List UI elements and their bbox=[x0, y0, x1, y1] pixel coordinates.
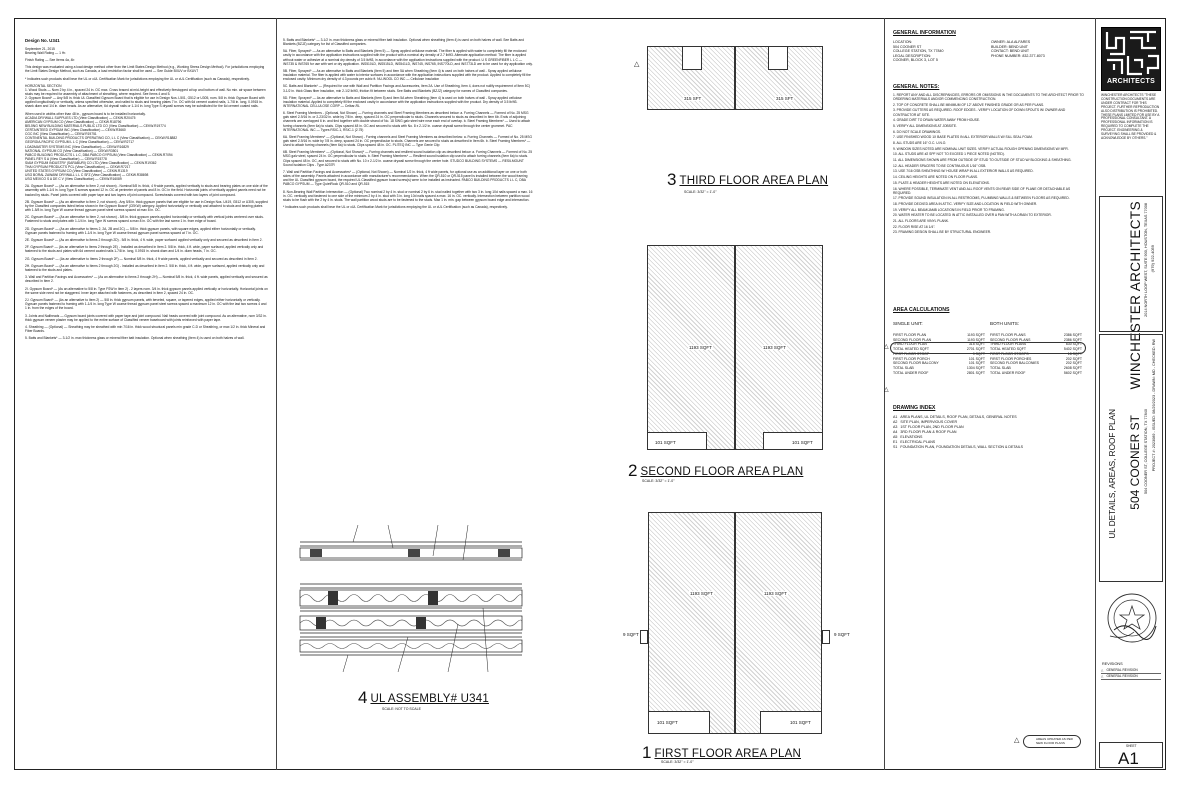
revision-triangle-icon: △ bbox=[884, 387, 889, 393]
design-paragraph: 5A. Fiber, Sprayed* — As an alternative to Batts and Blankets (Item 5) — Spray applied cellulose material. The fiber is applied with water to completely fill the enclosed cavity in accordance with the application instructions supplied with the product with a nominal dry density of 2.7 lb/ft3. Alternate application method: The fiber is applied without water or adhesive at a nominal dry density of 3.5 lb/ft3, in accordance with the application instructions supplied with the product. U S GREENFIBER L L C — INS735 & INS765 for use with wet or dry application. INS510LD, INS515LD, INS541LD, INS745, INS765, INS770LD, and INS773LD are to be used for dry application only. bbox=[283, 49, 533, 66]
company-item: UNITED STATES GYPSUM CO (View Classification) — CEKW.R1319 bbox=[25, 169, 128, 174]
company-item: USG BORAL ZAWAWI DRYWALL L L C SFZ (View Classification) — CEKW.R38698 bbox=[25, 173, 149, 178]
area-value: 2386 SQFT bbox=[1063, 333, 1082, 337]
area-value: 202 SQFT bbox=[1065, 356, 1082, 361]
area-row bbox=[893, 371, 985, 376]
firm-address: 2014 NORTH LOOP WEST, SUITE 900, HOUSTON, TEXAS 77008 bbox=[1144, 203, 1148, 317]
both-units-table bbox=[990, 333, 1082, 375]
company-item: CERTAINTEED GYPSUM INC (View Classification) — CEKW.R3660 bbox=[25, 128, 126, 133]
third-floor-stair-void bbox=[682, 46, 702, 70]
area-label: THIRD FLOOR PLANS bbox=[990, 342, 1027, 347]
design-item-3: 3. Wall and Partition Facings and Accessories* — (As an alternative to Items 2 through 2H) — Nominal 5/8 in. thick, 4 ft. wide panels, applied vertically and secured as described in Item 2. bbox=[25, 275, 268, 284]
note-item: 12. ALL HEADER SPACERS TO BE CONTINUOUS 1/16" OSB. bbox=[893, 163, 987, 168]
design-paragraph: 5C. Batts and Blankets* — (Required for use with Wall and Partition Facings and Accessories, Item 2A. Use of Sheathing, Item 4, does not nullify requirement of Item 5C) 3-1/2 in. thick Glass fiber insulation, min 2-1/2 lb/ft3, friction fit between studs. See Batts and Blankets (BZJZ) category for names of Classified companies. bbox=[283, 84, 531, 93]
both-units-head: BOTH UNITS: bbox=[990, 321, 1020, 326]
sheet-label: SHEET bbox=[1126, 744, 1137, 748]
area-value: 2386 SQFT bbox=[1063, 337, 1082, 342]
drawing-index-title: DRAWING INDEX bbox=[893, 405, 936, 411]
area-calc-title: AREA CALCULATIONS bbox=[893, 307, 950, 313]
area-label: TOTAL HEATED SQFT bbox=[990, 347, 1027, 352]
design-item-2f: 2F. Gypsum Board* — (As an alternative to Items 2 through 2E) - Installed as described in Item 2. 5/8 in. thick, 4 ft. wide, paper surfaced, applied vertically only and fastened to the studs and plates with 6d cement coated nails 1-7/8 in. long, 0.0915 in. shank diam and 1/4 in. diam heads, 7 in. OC. bbox=[25, 245, 264, 254]
area-value: 2701 SQFT bbox=[966, 347, 985, 352]
revision-triangle-icon: △ bbox=[1014, 737, 1020, 744]
company-item: CGC INC (View Classification) — CEKW.R19751 bbox=[25, 132, 97, 137]
sheet-number-box bbox=[1099, 742, 1163, 768]
drawing-index-list bbox=[893, 415, 1089, 450]
first-floor-porch-right-area: 101 SQFT bbox=[790, 720, 811, 725]
index-item: A5 ELEVATIONS bbox=[893, 435, 923, 439]
design-item-2e: 2E. Gypsum Board* — (As an alternative to Items 2 through 2D) - 5/8 in. thick, 4 ft. wide, paper surfaced applied vertically only and secured as described in Item 2. bbox=[25, 238, 263, 243]
area-label: SECOND FLOOR BALCONIES bbox=[990, 361, 1040, 366]
design-item-5: 5. Batts and Blankets* — 3-1/2 in. max thickness glass or mineral fiber batt insulation. Optional when sheathing (Item 4) is used on both halves of wall. bbox=[25, 336, 245, 341]
design-paragraph: * Indicates such products shall bear the UL or cUL Certification Mark for jurisdictions employing the UL or cUL Certification (such as Canada), respectively. bbox=[283, 204, 508, 209]
info-right: PHONE NUMBER: 832-377-8073 bbox=[991, 53, 1045, 58]
design-item-2i: 2I. Gypsum Board* — (As an alternative to 5/8 in. Type FSW in Item 2) - 2 layers nom. 3/4 in. thick gypsum panels applied vertically or horizontally. Horizontal joints on the same side need not be staggered. Inner layer attached with fasteners, as described in Item 2, spaced 24 in. OC. bbox=[25, 286, 268, 295]
design-paragraph: 7. Wall and Partition Facings and Accessories* — (Optional, Not Shown) — Nominal 1/2 in. thick, 4 ft wide panels, for optional use as an additional layer on one or both sides of the assembly. Panels attached in accordance with manufacturer's recommendations. When the QR-510 or QR-515 panel is installed between the wood framing and the UL Classified gypsum board, the required UL Classified gypsum board screw(s) were to be installed as instructed. PABCO BUILDING PRODUCTS L L C, DBA PABCO GYPSUM — Type QuietRock QR-510 and QR-515 bbox=[283, 169, 528, 187]
area-label: FIRST FLOOR STOOP bbox=[893, 351, 930, 356]
company-item: SIAM GYPSUM INDUSTRY (SARABURI) CO LTD (View Classification) — CEKW.R19362 bbox=[25, 160, 157, 165]
design-intro: This design was evaluated using a load design method other than the Limit States Design Method (e.g., Working Stress Design Method). For jurisdictions employing the Limit States Design Method, such as Canada, a load restriction factor shall be used — See Guide BXUV or BXUV7 bbox=[25, 65, 265, 74]
second-floor-balcony-right-area: 101 SQFT bbox=[792, 440, 813, 445]
design-item-2h: 2H. Gypsum Board* — (As an alternative to Items 2 through 2G) - Installed as described in Item 2. 5/8 in. thick, 4 ft. wide, paper surfaced, applied vertically only and fastened to the studs and plates. bbox=[25, 263, 265, 273]
area-label: SECOND FLOOR PLAN bbox=[893, 337, 932, 342]
architect-seal bbox=[1104, 590, 1160, 646]
area-value: 1193 SQFT bbox=[967, 337, 985, 342]
area-value: 101 SQFT bbox=[968, 361, 985, 366]
area-label: FIRST FLOOR PORCH bbox=[893, 356, 930, 361]
note-item: 7. USE FINISHED WOOD 1X BASE PLATES IN ALL EXTERIOR WALLS W/ SILL SEAL FOAM. bbox=[893, 135, 1033, 140]
revision-triangle-icon: △ bbox=[634, 61, 640, 68]
first-floor-scale: SCALE: 3/32" = 1'-0" bbox=[661, 760, 694, 764]
plan-name: FIRST FLOOR AREA PLAN bbox=[654, 748, 801, 760]
plan-name: SECOND FLOOR AREA PLAN bbox=[640, 466, 804, 478]
revision-triangle-icon: △ bbox=[1101, 674, 1104, 678]
second-floor-scale: SCALE: 3/32" = 1'-0" bbox=[642, 479, 675, 483]
design-item-2b: 2B. Gypsum Board* — (As an alternative to Item 2, not shown) - Any 5/8 in. thick gypsum panels that are eligible for use in Design Nos. U419, G512 or U305, supplied by the Classified companies listed below shown in the Gypsum Board* (CEKW) category. Applied horizontally or vertically and attached to studs and bearing plates with 1-5/8 in. long Type W coarse thread gypsum panel steel screws spaced at max 8 in. OC. bbox=[25, 199, 268, 212]
note-item: 11. ALL DIMENSIONS SHOWN ARE FROM OUTSIDE OF STUD TO OUTSIDE OF STUD W/ BLOCKING & SHEATHING. bbox=[893, 158, 1072, 163]
design-item-2g: 2G. Gypsum Board* — (As an alternative to Items 2 through 2F) — Nominal 5/8 in. thick, 4 ft wide panels, applied vertically and secured as described in Item 2. bbox=[25, 256, 258, 261]
area-label: TOTAL HEATED SQFT bbox=[893, 347, 930, 352]
company-item: USG MEXICO S A DE C V (View Classification) — CEKW.R16089 bbox=[25, 177, 122, 182]
info-left: COLLEGE STATION, TX 77840 bbox=[893, 49, 944, 54]
note-item: 13. USE 7/16 OSB SHEATHING W/ HOUSE WRAP IN ALL EXTERIOR WALLS AS REQUIRED. bbox=[893, 169, 1034, 174]
area-value: 630 SQFT bbox=[1065, 342, 1082, 347]
area-value: 1193 SQFT bbox=[967, 333, 985, 337]
note-item: 5. VERIFY ALL DIMENSIONS AT JOBSITE. bbox=[893, 123, 958, 128]
note-item: 15. PLATE & HEADER HEIGHTS ARE NOTED ON ELEVATIONS. bbox=[893, 180, 990, 185]
area-label: THIRD FLOOR PLAN bbox=[893, 342, 927, 347]
design-paragraph: 8. Non-Bearing Wall Partition Intersection — (Optional) Two nominal 2 by 4 in. stud or nominal 2 by 6 in. stud nailed together with two 3 in. long 10d nails spaced a max. 16 in. OC. vertically and fastened to one side of the minimum 2 by 4 in. stud with 3 in. long 10d nails spaced a max. 16 in. OC. vertically. Intersection between partition wood studs to be flush with the 2 by 4 in. studs. The wall partition wood studs are to be fastened to the studs. Max 1 in. min. gap between gypsum board edge and intersection. bbox=[283, 189, 533, 202]
wall-section-upper bbox=[300, 542, 522, 560]
sheet-description: UL DETAILS, AREAS, ROOF PLAN bbox=[1108, 409, 1117, 539]
index-item: A3 1ST FLOOR PLAN, 2ND FLOOR PLAN bbox=[893, 425, 964, 429]
area-label: FIRST FLOOR PLANS bbox=[990, 333, 1026, 337]
design-note: * Indicates such products shall bear the UL or cUL Certification Mark for jurisdictions employing the UL or cUL Certification (such as Canada), respectively. bbox=[25, 76, 250, 81]
design-date: September 21, 2015 bbox=[25, 46, 55, 51]
second-floor-right-area: 1193 SQFT bbox=[763, 345, 786, 350]
note-item: 21. ALL FLOORS ARE VINYL PLANK. bbox=[893, 219, 950, 224]
firm-notice: WINCHESTER ARCHITECTS "THESE CONSTRUCTION DOCUMENTS ARE UNDER CONTRACT FOR THIS PROJECT. FURTHER REPRODUCTION ALSO DISTRIBUTION IS PROHIBITED. THESE PLANS LIMITED FOR USE BY A PROFESSIONAL CONSULTANT. A PROFESSIONAL INFORMATION IS REQUIRED TO COMPLETE THE PROJECT. ENGINEERING & SURVEYING SHALL BE PROVIDED & ACKNOWLEDGE BY OTHERS." bbox=[1101, 93, 1160, 140]
info-left: COONER, BLOCK 3, LOT 5 bbox=[893, 58, 938, 63]
note-item: 23. FRAMING DESIGN SHALL BE BY STRUCTURAL ENGINEER. bbox=[893, 230, 992, 235]
note-item: 16. WHERE POSSIBLE, TERMINATE VENT AND ALL ROOF VENTS ON REAR SIDE OF PLANE OR DETACHABLE AS REQUIRED. bbox=[893, 186, 1071, 195]
area-value: 2801 SQFT bbox=[966, 370, 985, 375]
area-label: TOTAL UNDER ROOF bbox=[990, 370, 1026, 375]
index-item: A4 3RD FLOOR PLAN & ROOF PLAN bbox=[893, 430, 957, 434]
area-label: SECOND FLOOR PLANS bbox=[990, 337, 1031, 342]
column-divider bbox=[884, 18, 885, 770]
design-title: Design No. U341 bbox=[25, 38, 60, 43]
company-item: PANEL REY S A (View Classification) — CEKW.R15778 bbox=[25, 156, 107, 161]
design-item-2a: 2A. Gypsum Board* — (As an alternative to Item 2, not shown) - Nominal 5/8 in. thick, 4 ft wide panels, applied vertically to studs and bearing plates on one side of the assembly with 1-1/4 in. long Type S screws spaced 12 in. OC at perimeter of panels and 8 in. OC in the field. Horizontal joints of vertically applied panels need not be backed by studs. Panel joints covered with paper tape and two layers of joint compound. Screwheads covered with two layers of joint compound. bbox=[25, 184, 268, 197]
company-item: AMERICAN GYPSUM CO (View Classification) — CEKW.R18796 bbox=[25, 119, 122, 124]
design-paragraph: 6B. Steel Framing Members* — (Optional, Not Shown)* — Furring channels and resilient sound isolation clip as described below: a. Furring Channels — Formed of No. 25 MSG galv steel, spaced 24 in. OC perpendicular to studs. b. Steel Framing Members* — Resilient sound isolation clip used to attach furring channels (Item 6a) to studs. Clips spaced 48 in. OC, and secured to studs with No. 10 x 2-1/2 in. coarse drywall screw through the center hole. STUDCO BUILDING SYSTEMS — RESILMOUNT Sound Isolation Clips - Type A237R bbox=[283, 150, 533, 167]
design-item-2c: 2C. Gypsum Board* — (As an alternative to Item 2, not shown) - 5/8 in. thick gypsum panels applied horizontally or vertically with vertical joints centered over studs. Fastened to studs and plates with 1-1/4 in. long Type W screws spaced a max 8 in. OC with the last screw 1 in. from edge of board. bbox=[25, 215, 264, 224]
company-item: NATIONAL GYPSUM CO (View Classification) — CEKW.R3501 bbox=[25, 148, 119, 153]
third-floor-right-area: 315 SFT bbox=[776, 96, 794, 101]
third-floor-scale: SCALE: 3/32" = 1'-0" bbox=[684, 190, 717, 194]
info-right: BUILDER: BEND UNIT bbox=[991, 44, 1028, 49]
index-item: E1 ELECTRICAL PLANS bbox=[893, 440, 936, 444]
note-item: 22. FLOOR RISE AT 16 1/4". bbox=[893, 224, 936, 229]
info-left: LEGAL DESCRIPTION: bbox=[893, 53, 932, 58]
company-item: BEIJING NEW BUILDING MATERIALS PUBLIC LTD CO (View Classification) — CEKW.R19774 bbox=[25, 124, 166, 129]
first-floor-porch-left-area: 101 SQFT bbox=[657, 720, 678, 725]
general-info-table bbox=[893, 40, 1089, 63]
design-paragraph: 5. Batts and Blankets* — 3-1/2 in. max thickness glass or mineral fiber batt insulation. Optional when sheathing (Item 4) is used on both halves of wall. See Batts and Blankets (BZJZ) category for list of Classified companies. bbox=[283, 38, 524, 47]
area-value: 5402 SQFT bbox=[1063, 347, 1082, 352]
area-value: 5602 SQFT bbox=[1063, 370, 1082, 375]
design-rating: Bearing Wall Rating — 1 Hr. bbox=[25, 50, 67, 55]
firm-name: WINCHESTER ARCHITECTS bbox=[1128, 201, 1143, 390]
area-label: TOTAL UNDER ROOF bbox=[893, 370, 929, 375]
plan-number: 3 bbox=[667, 170, 677, 189]
second-floor-left-area: 1193 SQFT bbox=[689, 345, 712, 350]
design-paragraph: 6A. Steel Framing Members* — (Optional, Not Shown) - Furring channels and Steel Framing Members as described below: a. Furring Channels — Formed of No. 25 MSG galv steel 2-9/16 in. wide by 7/8 in. deep, spaced 24 in. OC perpendicular to studs. Channels are secured to studs as described in Item 6b. b. Steel Framing Members* — Used to attach furring channels (Item 6a) to studs. Clips spaced 48 in. OC. PLITEQ INC — Type Genie Clip bbox=[283, 134, 533, 148]
callout-text: AREAS UPDATED AS PER NEW FLOOR PLANS bbox=[1036, 737, 1073, 745]
area-label: FIRST FLOOR STOOPS bbox=[990, 351, 1029, 356]
companies-header: When used in widths other than 48 in., gypsum board is to be installed horizontally. bbox=[25, 111, 146, 116]
sheet-number: A1 bbox=[1118, 749, 1139, 768]
horizontal-section-label: HORIZONTAL SECTION bbox=[25, 84, 62, 88]
title-block-divider bbox=[1095, 18, 1096, 770]
note-item: 19. VERIFY ALL BEAM/JAMB LOCATIONS IN FIELD PRIOR TO FRAMING. bbox=[893, 207, 1005, 212]
design-item-2d: 2D. Gypsum Board* — (As an alternative to Items 2, 2A, 2B and 2C) — 5/8 in. thick gypsum panels, with square edges, applied either horizontally or vertically. Gypsum panels fastened to framing with 1-1/4 in. long Type W coarse thread gypsum panel screws spaced at 7 in. OC. bbox=[25, 226, 256, 235]
info-right: OWNER: ALA ALFARES bbox=[991, 40, 1031, 44]
wall-section-lower bbox=[300, 584, 522, 655]
first-floor-right-area: 1193 SQFT bbox=[764, 591, 787, 596]
design-item-4: 4. Sheathing — (Optional) — Sheathing may be sheathed with min 7/16 in. thick wood structural panels min grade C-D or Sheathing, or max 1/2 in. thick Mineral and Fiber Boards. bbox=[25, 324, 266, 334]
area-value: 9 SQFT bbox=[972, 351, 985, 356]
second-floor-balcony-left-area: 101 SQFT bbox=[655, 440, 676, 445]
general-notes-list bbox=[893, 93, 1089, 236]
area-label: FIRST FLOOR PORCHES bbox=[990, 356, 1032, 361]
ul-assembly-scale: SCALE: NOT TO SCALE bbox=[382, 707, 421, 711]
third-floor-stair-void bbox=[768, 46, 788, 70]
logo-mark bbox=[1102, 28, 1162, 78]
area-value: 2608 SQFT bbox=[1063, 365, 1082, 370]
firm-logo bbox=[1101, 27, 1161, 91]
note-item: 9. WINDOW SIZES NOTED ARE NOMINAL UNIT SIZES. VERIFY ACTUAL ROUGH OPENING DIMENSIONS W/ MFR. bbox=[893, 146, 1069, 151]
note-item: 4. GRADE DIRT TO DRAIN WATER AWAY FROM HOUSE. bbox=[893, 118, 980, 123]
area-value: 1304 SQFT bbox=[966, 365, 985, 370]
first-floor-left-area: 1193 SQFT bbox=[690, 591, 713, 596]
company-item: ACADIA DRYWALL SUPPLIES LTD (View Classification) — CEKW.R20475 bbox=[25, 115, 136, 120]
note-item: 8. ALL STUDS ARE 16" O.C. U.N.O. bbox=[893, 141, 947, 145]
company-item: CONTINENTAL BUILDING PRODUCTS OPERATING CO, L L C (View Classification) — CEKW.R18882 bbox=[25, 136, 178, 141]
company-item: GEORGIA-PACIFIC GYPSUM L L C (View Classification) — CEKW.R2717 bbox=[25, 140, 135, 145]
index-item: S1 FOUNDATION PLAN, FOUNDATION DETAILS, WALL SECTION & DETAILS bbox=[893, 445, 1024, 449]
info-left: LOCATION: bbox=[893, 40, 913, 44]
first-floor-stoop-right bbox=[822, 630, 830, 644]
design-item-2j: 2J. Gypsum Board* — (As an alternative to Item 2) — 5/8 in. thick gypsum panels, with beveled, square, or tapered edges, applied either horizontally or vertically. Gypsum panels fastened to framing with 1-1/4 in. long Type W coarse thread gypsum panel steel screws spaced a maximum 12 in. OC with the last two screws 4 and 1 in. from the edges of the board. bbox=[25, 298, 267, 311]
general-notes-title: GENERAL NOTES: bbox=[893, 84, 940, 90]
area-label: FIRST FLOOR PLAN bbox=[893, 333, 927, 337]
info-left: 504 COONER ST bbox=[893, 44, 922, 49]
project-meta: PROJECT #: 2023089 - ISSUED: 08/29/2023 - DRAWN: MD - CHECKED: RW bbox=[1152, 339, 1156, 472]
revision-text: GENERAL REVISION bbox=[1106, 674, 1138, 678]
general-info-title: GENERAL INFORMATION bbox=[893, 30, 956, 36]
area-value: 202 SQFT bbox=[1065, 361, 1082, 366]
plan-number: 1 bbox=[642, 743, 652, 762]
index-item: A2 SITE PLAN, IMPERVIOUS COVER bbox=[893, 420, 958, 424]
revision-triangle-icon: △ bbox=[884, 344, 889, 350]
plan-name: THIRD FLOOR AREA PLAN bbox=[679, 175, 829, 187]
note-item: 3. PROVIDE GUTTERS AS REQUIRED. ROOF EDGES - VERIFY LOCATION OF DOWN SPOUTS W/ OWNER AND CONTRACTOR AT SITE. bbox=[893, 108, 1066, 117]
revision-cloud bbox=[890, 342, 1086, 354]
area-value: 101 SQFT bbox=[968, 356, 985, 361]
design-finish: Finish Rating — See Items 4a, 4b bbox=[25, 58, 75, 63]
project-box bbox=[1099, 334, 1163, 582]
ul-assembly-detail bbox=[298, 520, 524, 676]
company-item: THAI GYPSUM PRODUCTS PCL (View Classification) — CEKW.R7217 bbox=[25, 164, 131, 169]
project-name: 504 COONER ST bbox=[1128, 415, 1142, 510]
info-row bbox=[893, 58, 1089, 63]
firm-phone: (979) 922-4059 bbox=[1150, 245, 1155, 273]
plan-number: 2 bbox=[628, 461, 638, 480]
callout-cloud bbox=[1023, 735, 1081, 748]
note-item: 10. ALL STUDS ARE #2 SPF NOT TO EXCEED 1 PIECE NOTED (NOTED). bbox=[893, 152, 1005, 157]
firm-name-box bbox=[1099, 196, 1163, 390]
ul-design-text-continued bbox=[283, 38, 533, 433]
index-item: A1 AREA PLANS, UL DETAILS, ROOF PLAN, DETAILS, GENERAL NOTES bbox=[893, 415, 1017, 419]
design-item-3b: 3. Joints and Nailheads — Gypsum board joints covered with paper tape and joint compound. Nail heads covered with joint compound. As an alternative, nom 3/32 in. thick gypsum veneer plaster may be applied to the entire surface of Classified veneer baseboard with joints reinforced with paper tape. bbox=[25, 313, 267, 322]
single-unit-table bbox=[893, 333, 985, 375]
first-floor-stoop-left-area: 9 SQFT bbox=[623, 632, 639, 637]
logo-word: ARCHITECTS bbox=[1106, 78, 1156, 85]
company-item: PABCO BUILDING PRODUCTS L L C, DBA PABCO GYPSUM (View Classification) — CEKW.R7094 bbox=[25, 152, 173, 157]
area-label: TOTAL SLAB bbox=[990, 365, 1011, 370]
first-floor-title bbox=[642, 745, 801, 760]
ul-design-text bbox=[25, 38, 269, 758]
note-item: 1. REPORT ANY AND ALL DISCREPANCIES, ERRORS OR OMISSIONS IN THE DOCUMENTS TO THE ARCHITECT PRIOR TO ORDERING MATERIALS AND/OR COMMENCING CONSTRUCTION. bbox=[893, 93, 1084, 102]
design-paragraph: 5B. Fiber, Sprayed* — As an alternative to Batts and Blankets (Item 5) and Item 5A when Sheathing (Item 4) is used on both halves of wall - Spray applied cellulose insulation material. The fiber is applied with water to interior surfaces in accordance with the application instructions supplied with the product. Applied to completely fill the enclosed cavity. Minimum dry density of 4.3 pounds per cubic ft. NU-WOOL CO INC — Cellulose Insulation bbox=[283, 68, 531, 82]
note-item: 2. TOP OF CONCRETE SHALL BE MINIMUM OF 12" ABOVE FINISHED GRADE OR AS PER PLANS. bbox=[893, 102, 1045, 107]
revision-text: GENERAL REVISION bbox=[1106, 668, 1138, 672]
single-unit-head: SINGLE UNIT: bbox=[893, 321, 923, 326]
revision-triangle-icon: △ bbox=[1101, 668, 1104, 672]
detail-number: 4 bbox=[358, 688, 368, 707]
company-item: LOADMASTER SYSTEMS INC (View Classification) — CEKW.R16829 bbox=[25, 144, 129, 149]
design-item-1: 1. Wood Studs — Nom 2 by 4 in., spaced 24 in. OC max. Cross braced at mid-height and effectively firestopped at top and bottom of wall. No min. air space between studs may be required for assembly of attachment of sheathing, where required. See Items 4 and 5. bbox=[25, 88, 266, 97]
note-item: 18. PROVIDE DECKED AREA IN ATTIC. VERIFY SIZE AND LOCATION IN FIELD WITH OWNER. bbox=[893, 201, 1038, 206]
info-right: CONTACT: BEND UNIT bbox=[991, 49, 1030, 54]
design-item-2: 2. Gypsum Board* — Any 5/8 in. thick UL Classified Gypsum Board that is eligible for use in Design Nos. L501, G512 or U305, nom. 5/8 in. thick Gypsum Board with applied longitudinally or vertically, unless specified otherwise, and nailed to studs and bearing plates 7 in. OC with 6d cement coated nails, 1-7/8 in. long, 0.0915 in. shank diam and 1/4 in. diam heads. As an alternative, 6d drywall nails or 1-1/4 in. long Type S drywall screws may be substituted for the 6d cement coated nails. bbox=[25, 96, 265, 109]
companies-list bbox=[25, 116, 269, 182]
ul-assembly-title bbox=[358, 690, 489, 705]
area-label: TOTAL SLAB bbox=[893, 365, 914, 370]
detail-name: UL ASSEMBLY# U341 bbox=[370, 693, 489, 705]
first-floor-unit-left bbox=[648, 512, 735, 734]
area-row bbox=[990, 371, 1082, 376]
first-floor-stoop-left bbox=[640, 630, 648, 644]
note-item: 6. DO NOT SCALE DRAWINGS. bbox=[893, 129, 941, 134]
third-floor-left-area: 315 SFT bbox=[684, 96, 702, 101]
area-value: 18 SQFT bbox=[1067, 351, 1082, 356]
first-floor-stoop-right-area: 9 SQFT bbox=[834, 632, 850, 637]
note-item: 17. PROVIDE SOUND INSULATION IN ALL RESTROOMS, PLUMBING WALLS & BETWEEN FLOORS AS REQUIRED. bbox=[893, 196, 1070, 201]
column-divider bbox=[276, 18, 277, 770]
revision-row bbox=[1101, 674, 1161, 680]
note-item: 14. CEILING HEIGHTS ARE NOTED ON FLOOR PLANS. bbox=[893, 175, 979, 180]
design-paragraph: 5D. Fiber, Sprayed* — As an alternative to Batts and Blankets (Item 5) and Item 5A when Sheathing (Item 4) is used on both halves of wall - Spray applied cellulose insulation material. Applied to completely fill the enclosed cavity in accordance with the application instructions supplied with the product. Dry density of 3.5 lb/ft3. INTERNATIONAL CELLULOSE CORP — Celbar-RL bbox=[283, 95, 522, 108]
first-floor-unit-right bbox=[735, 512, 822, 734]
revisions-title: REVISIONS bbox=[1102, 662, 1123, 666]
note-item: 20. WATER HEATER TO BE LOCATED IN ATTIC INSTALLED OVER A PAN WITH A DRAIN TO EXTERIOR. bbox=[893, 213, 1052, 218]
revisions-table bbox=[1101, 668, 1161, 680]
project-address: 504 COONER ST, COLLEGE STATION, TX 77840 bbox=[1144, 409, 1148, 495]
area-label: SECOND FLOOR BALCONY bbox=[893, 361, 939, 366]
third-floor-title bbox=[667, 172, 828, 187]
design-paragraph: 6. Steel Framing Members - (Optional, Not Shown) — Furring channels and Steel Framing Members as described below: a. Furring Channels — Formed of No. 25 MSG galv steel 2-9/16 in. or 2-23/32 in. wide by 7/8 in. deep, spaced 24 in. OC perpendicular to studs. Channels secured to studs as described in Item 6b. Ends of adjoining channels are overlapped 6 in. and tied together with double strand of No. 18 SWG galv steel wire near each end of overlap. b. Steel Framing Members* — Used to attach furring channels (Item 6a) to studs. Clips spaced 48 in. OC and secured to studs with No. 8 x 2-1/2 in. coarse drywall screw through the center grommet. PAC INTERNATIONAL INC — Types RSIC-1, RSIC-1 (2.75) bbox=[283, 111, 531, 132]
second-floor-title bbox=[628, 463, 803, 478]
area-value: 315 SQFT bbox=[968, 342, 985, 347]
